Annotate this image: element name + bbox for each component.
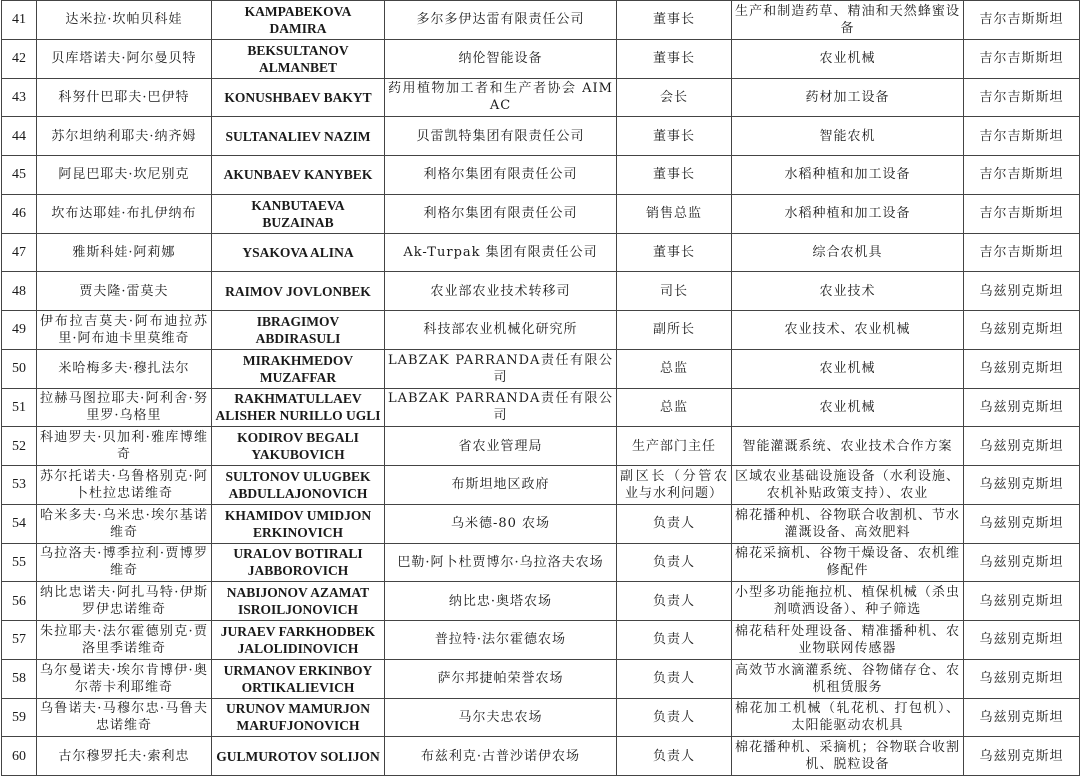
table-row (2, 233, 1080, 272)
english-name-cell: KODIROV BEGALI YAKUBOVICH (212, 427, 385, 466)
chinese-name-cell: 米哈梅多夫·穆扎法尔 (37, 349, 212, 388)
organization-cell: 省农业管理局 (385, 427, 617, 466)
row-number-cell: 43 (2, 78, 37, 117)
organization-cell: LABZAK PARRANDA责任有限公司 (385, 388, 617, 427)
row-number-cell: 60 (2, 737, 37, 776)
country-cell: 吉尔吉斯斯坦 (964, 78, 1080, 117)
chinese-name-cell: 雅斯科娃·阿莉娜 (37, 233, 212, 272)
position-cell: 负责人 (617, 504, 732, 543)
organization-cell: LABZAK PARRANDA责任有限公司 (385, 349, 617, 388)
country-cell: 吉尔吉斯斯坦 (964, 156, 1080, 195)
position-cell: 司长 (617, 272, 732, 311)
english-name-cell: KANBUTAEVA BUZAINAB (212, 194, 385, 233)
table-row (2, 621, 1080, 660)
english-name-cell: URUNOV MAMURJON MARUFJONOVICH (212, 698, 385, 737)
business-field-cell: 农业技术 (732, 272, 964, 311)
row-number-cell: 51 (2, 388, 37, 427)
organization-cell: 药用植物加工者和生产者协会 AIMAC (385, 78, 617, 117)
table-row (2, 1, 1080, 40)
table-row (2, 388, 1080, 427)
position-cell: 负责人 (617, 659, 732, 698)
table-row (2, 659, 1080, 698)
table-row (2, 427, 1080, 466)
table-row (2, 272, 1080, 311)
table-row (2, 311, 1080, 350)
business-field-cell: 高效节水滴灌系统、谷物储存仓、农机租赁服务 (732, 659, 964, 698)
business-field-cell: 棉花播种机、谷物联合收割机、节水灌溉设备、高效肥料 (732, 504, 964, 543)
country-cell: 乌兹别克斯坦 (964, 388, 1080, 427)
table-row (2, 582, 1080, 621)
business-field-cell: 农业机械 (732, 388, 964, 427)
chinese-name-cell: 乌鲁诺夫·马穆尔忠·马鲁夫忠诺维奇 (37, 698, 212, 737)
position-cell: 董事长 (617, 39, 732, 78)
country-cell: 乌兹别克斯坦 (964, 504, 1080, 543)
organization-cell: 利格尔集团有限责任公司 (385, 156, 617, 195)
organization-cell: 马尔夫忠农场 (385, 698, 617, 737)
organization-cell: 纳比忠·奥塔农场 (385, 582, 617, 621)
row-number-cell: 42 (2, 39, 37, 78)
chinese-name-cell: 伊布拉吉莫夫·阿布迪拉苏里·阿布迪卡里莫维奇 (37, 311, 212, 350)
organization-cell: 萨尔邦捷帕荣誉农场 (385, 659, 617, 698)
country-cell: 吉尔吉斯斯坦 (964, 233, 1080, 272)
business-field-cell: 药材加工设备 (732, 78, 964, 117)
table-row (2, 543, 1080, 582)
row-number-cell: 48 (2, 272, 37, 311)
table-row (2, 698, 1080, 737)
country-cell: 乌兹别克斯坦 (964, 582, 1080, 621)
business-field-cell: 小型多功能拖拉机、植保机械（杀虫剂喷洒设备）、种子筛选 (732, 582, 964, 621)
country-cell: 吉尔吉斯斯坦 (964, 194, 1080, 233)
chinese-name-cell: 古尔穆罗托夫·索利忠 (37, 737, 212, 776)
english-name-cell: KHAMIDOV UMIDJON ERKINOVICH (212, 504, 385, 543)
position-cell: 销售总监 (617, 194, 732, 233)
business-field-cell: 农业机械 (732, 39, 964, 78)
position-cell: 副所长 (617, 311, 732, 350)
english-name-cell: KAMPABEKOVA DAMIRA (212, 1, 385, 40)
position-cell: 负责人 (617, 543, 732, 582)
position-cell: 负责人 (617, 698, 732, 737)
chinese-name-cell: 拉赫马图拉耶夫·阿利舍·努里罗·乌格里 (37, 388, 212, 427)
chinese-name-cell: 纳比忠诺夫·阿扎马特·伊斯罗伊忠诺维奇 (37, 582, 212, 621)
english-name-cell: NABIJONOV AZAMAT ISROILJONOVICH (212, 582, 385, 621)
country-cell: 乌兹别克斯坦 (964, 659, 1080, 698)
business-field-cell: 生产和制造药草、精油和天然蜂蜜设备 (732, 1, 964, 40)
table-row (2, 39, 1080, 78)
country-cell: 乌兹别克斯坦 (964, 349, 1080, 388)
row-number-cell: 45 (2, 156, 37, 195)
row-number-cell: 58 (2, 659, 37, 698)
english-name-cell: SULTANALIEV NAZIM (212, 117, 385, 156)
english-name-cell: JURAEV FARKHODBEK JALOLIDINOVICH (212, 621, 385, 660)
english-name-cell: KONUSHBAEV BAKYT (212, 78, 385, 117)
country-cell: 乌兹别克斯坦 (964, 698, 1080, 737)
english-name-cell: RAKHMATULLAEV ALISHER NURILLO UGLI (212, 388, 385, 427)
row-number-cell: 52 (2, 427, 37, 466)
business-field-cell: 棉花秸秆处理设备、精准播种机、农业物联网传感器 (732, 621, 964, 660)
business-field-cell: 水稻种植和加工设备 (732, 194, 964, 233)
country-cell: 吉尔吉斯斯坦 (964, 117, 1080, 156)
chinese-name-cell: 科迪罗夫·贝加利·雅库博维奇 (37, 427, 212, 466)
row-number-cell: 59 (2, 698, 37, 737)
row-number-cell: 41 (2, 1, 37, 40)
english-name-cell: BEKSULTANOV ALMANBET (212, 39, 385, 78)
organization-cell: 乌米德-80 农场 (385, 504, 617, 543)
country-cell: 乌兹别克斯坦 (964, 466, 1080, 505)
position-cell: 总监 (617, 349, 732, 388)
chinese-name-cell: 乌尔曼诺夫·埃尔肯博伊·奥尔蒂卡利耶维奇 (37, 659, 212, 698)
english-name-cell: SULTONOV ULUGBEK ABDULLAJONOVICH (212, 466, 385, 505)
chinese-name-cell: 贝库塔诺夫·阿尔曼贝特 (37, 39, 212, 78)
row-number-cell: 44 (2, 117, 37, 156)
position-cell: 董事长 (617, 156, 732, 195)
country-cell: 乌兹别克斯坦 (964, 272, 1080, 311)
chinese-name-cell: 苏尔坦纳利耶夫·纳齐姆 (37, 117, 212, 156)
chinese-name-cell: 哈米多夫·乌米忠·埃尔基诺维奇 (37, 504, 212, 543)
row-number-cell: 54 (2, 504, 37, 543)
chinese-name-cell: 乌拉洛夫·博季拉利·贾博罗维奇 (37, 543, 212, 582)
english-name-cell: URALOV BOTIRALI JABBOROVICH (212, 543, 385, 582)
position-cell: 董事长 (617, 233, 732, 272)
position-cell: 会长 (617, 78, 732, 117)
business-field-cell: 区域农业基础设施设备（水利设施、农机补贴政策支持）、农业 (732, 466, 964, 505)
chinese-name-cell: 达米拉·坎帕贝科娃 (37, 1, 212, 40)
table-row (2, 466, 1080, 505)
table-row (2, 156, 1080, 195)
row-number-cell: 55 (2, 543, 37, 582)
business-field-cell: 棉花采摘机、谷物干燥设备、农机维修配件 (732, 543, 964, 582)
chinese-name-cell: 贾夫隆·雷莫夫 (37, 272, 212, 311)
table-body (2, 1, 1080, 776)
business-field-cell: 农业机械 (732, 349, 964, 388)
organization-cell: 贝雷凯特集团有限责任公司 (385, 117, 617, 156)
country-cell: 吉尔吉斯斯坦 (964, 39, 1080, 78)
business-field-cell: 棉花加工机械（轧花机、打包机）、太阳能驱动农机具 (732, 698, 964, 737)
chinese-name-cell: 苏尔托诺夫·乌鲁格别克·阿卜杜拉忠诺维奇 (37, 466, 212, 505)
business-field-cell: 综合农机具 (732, 233, 964, 272)
business-field-cell: 智能灌溉系统、农业技术合作方案 (732, 427, 964, 466)
organization-cell: 普拉特·法尔霍德农场 (385, 621, 617, 660)
organization-cell: 布斯坦地区政府 (385, 466, 617, 505)
organization-cell: 农业部农业技术转移司 (385, 272, 617, 311)
chinese-name-cell: 坎布达耶娃·布扎伊纳布 (37, 194, 212, 233)
position-cell: 董事长 (617, 117, 732, 156)
english-name-cell: IBRAGIMOV ABDIRASULI (212, 311, 385, 350)
table-row (2, 349, 1080, 388)
row-number-cell: 49 (2, 311, 37, 350)
business-field-cell: 棉花播种机、采摘机；谷物联合收割机、脱粒设备 (732, 737, 964, 776)
row-number-cell: 47 (2, 233, 37, 272)
table-row (2, 117, 1080, 156)
english-name-cell: RAIMOV JOVLONBEK (212, 272, 385, 311)
row-number-cell: 53 (2, 466, 37, 505)
position-cell: 负责人 (617, 737, 732, 776)
english-name-cell: GULMUROTOV SOLIJON (212, 737, 385, 776)
table-row (2, 78, 1080, 117)
row-number-cell: 50 (2, 349, 37, 388)
position-cell: 副区长（分管农业与水利问题） (617, 466, 732, 505)
english-name-cell: MIRAKHMEDOV MUZAFFAR (212, 349, 385, 388)
organization-cell: 纳伦智能设备 (385, 39, 617, 78)
position-cell: 董事长 (617, 1, 732, 40)
english-name-cell: YSAKOVA ALINA (212, 233, 385, 272)
english-name-cell: AKUNBAEV KANYBEK (212, 156, 385, 195)
table-row (2, 737, 1080, 776)
country-cell: 乌兹别克斯坦 (964, 311, 1080, 350)
business-field-cell: 水稻种植和加工设备 (732, 156, 964, 195)
business-field-cell: 智能农机 (732, 117, 964, 156)
table-row (2, 194, 1080, 233)
organization-cell: 巴勒·阿卜杜贾博尔·乌拉洛夫农场 (385, 543, 617, 582)
organization-cell: Ak-Turpak 集团有限责任公司 (385, 233, 617, 272)
row-number-cell: 46 (2, 194, 37, 233)
country-cell: 乌兹别克斯坦 (964, 621, 1080, 660)
table-row (2, 504, 1080, 543)
country-cell: 吉尔吉斯斯坦 (964, 1, 1080, 40)
english-name-cell: URMANOV ERKINBOY ORTIKALIEVICH (212, 659, 385, 698)
chinese-name-cell: 阿昆巴耶夫·坎尼别克 (37, 156, 212, 195)
position-cell: 生产部门主任 (617, 427, 732, 466)
chinese-name-cell: 科努什巴耶夫·巴伊特 (37, 78, 212, 117)
country-cell: 乌兹别克斯坦 (964, 427, 1080, 466)
position-cell: 总监 (617, 388, 732, 427)
country-cell: 乌兹别克斯坦 (964, 737, 1080, 776)
row-number-cell: 56 (2, 582, 37, 621)
organization-cell: 利格尔集团有限责任公司 (385, 194, 617, 233)
business-field-cell: 农业技术、农业机械 (732, 311, 964, 350)
delegates-table (1, 0, 1080, 776)
country-cell: 乌兹别克斯坦 (964, 543, 1080, 582)
row-number-cell: 57 (2, 621, 37, 660)
chinese-name-cell: 朱拉耶夫·法尔霍德别克·贾洛里季诺维奇 (37, 621, 212, 660)
position-cell: 负责人 (617, 582, 732, 621)
organization-cell: 多尔多伊达雷有限责任公司 (385, 1, 617, 40)
organization-cell: 科技部农业机械化研究所 (385, 311, 617, 350)
organization-cell: 布兹利克·古普沙诺伊农场 (385, 737, 617, 776)
position-cell: 负责人 (617, 621, 732, 660)
